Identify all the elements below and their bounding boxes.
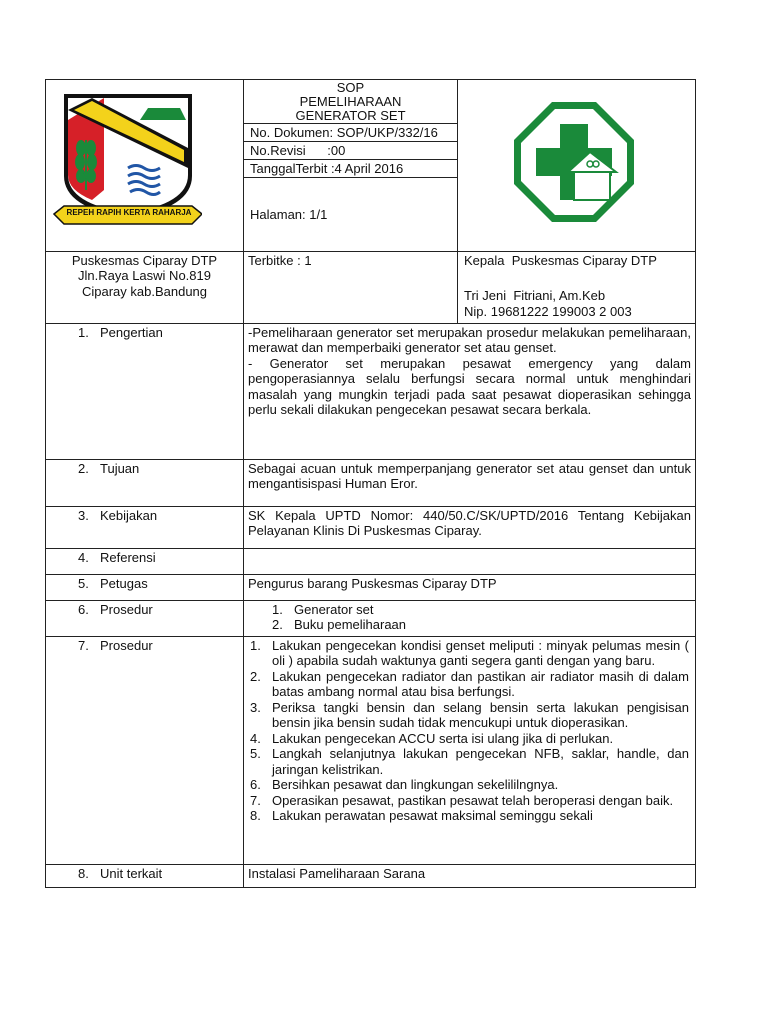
section-content <box>244 323 696 459</box>
pengertian-paragraph-2: - Generator set merupakan pesawat emergency yang dalam pengoperasiannya selalu berfungsi secara normal untuk menghindari masalah yang mungkin terjadi pada saat pesawat dioperasikan sehingga perlu sekali dilakukan pengecekan pesawat secara berkala. <box>248 355 691 417</box>
section-tujuan <box>46 459 696 506</box>
section-content: Instalasi Pameliharaan Sarana <box>244 864 696 887</box>
revision-number: No.Revisi :00 <box>244 142 457 160</box>
section-pengertian <box>46 323 696 459</box>
section-label <box>46 600 244 636</box>
section-label <box>46 548 244 574</box>
section-number: 6. <box>78 601 89 617</box>
terbitke: Terbitke : 1 <box>248 252 312 268</box>
section-number: 2. <box>78 460 89 476</box>
section-content: Pengurus barang Puskesmas Ciparay DTP <box>244 574 696 600</box>
section-number: 8. <box>78 865 89 881</box>
terbitke-cell <box>244 251 458 323</box>
section-label <box>46 864 244 887</box>
approver-title: Kepala Puskesmas Ciparay DTP <box>464 252 657 268</box>
section-content <box>244 548 696 574</box>
right-logo-cell <box>458 80 696 252</box>
list-item: 3. Periksa tangki bensin dan selang bensin serta lakukan pengisisan bensin jika bensin sudah tidak mencukupi untuk dioperasikan. <box>250 699 689 730</box>
section-number: 7. <box>78 637 89 653</box>
publish-date: TanggalTerbit :4 April 2016 <box>244 160 457 178</box>
section-number: 1. <box>78 324 89 340</box>
sop-title-line-1: SOP <box>336 80 365 95</box>
section-kebijakan <box>46 506 696 548</box>
section-content: SK Kepala UPTD Nomor: 440/50.C/SK/UPTD/2016 Tentang Kebijakan Pelayanan Klinis Di Puskesmas Ciparay. <box>244 506 696 548</box>
pengertian-paragraph-1: -Pemeliharaan generator set merupakan prosedur melakukan pemeliharaan, merawat dan memperbaiki generator set atau genset. <box>248 324 691 355</box>
section-title: Petugas <box>100 575 148 591</box>
list-item: 8. Lakukan perawatan pesawat maksimal seminggu sekali <box>250 808 593 823</box>
organization-address <box>46 251 244 323</box>
section-label <box>46 506 244 548</box>
crest-banner-text: REPEH RAPIH KERTA RAHARJA <box>66 208 192 217</box>
puskesmas-logo <box>512 100 636 224</box>
list-item: 4. Lakukan pengecekan ACCU serta isi ulang jika di perlukan. <box>250 730 614 746</box>
section-title: Tujuan <box>100 460 140 476</box>
section-content <box>244 636 696 864</box>
list-item: 7. Operasikan pesawat, pastikan pesawat telah beroperasi dengan baik. <box>250 792 674 808</box>
page-number: Halaman: 1/1 <box>250 207 328 222</box>
section-title: Referensi <box>100 549 156 565</box>
section-title: Prosedur <box>100 637 153 653</box>
section-title: Kebijakan <box>100 507 158 523</box>
sop-title-line-2: PEMELIHARAAN <box>299 94 402 109</box>
header-row <box>46 80 696 252</box>
list-item: 6. Bersihkan pesawat dan lingkungan sekelililngnya. <box>250 777 559 792</box>
procedure-steps <box>250 638 689 824</box>
header-info-cell <box>244 80 458 252</box>
section-number: 4. <box>78 549 89 565</box>
document-number: No. Dokumen: SOP/UKP/332/16 <box>244 124 457 142</box>
section-content: Sebagai acuan untuk memperpanjang generator set atau genset dan untuk mengantisispasi Human Eror. <box>244 459 696 506</box>
section-title: Unit terkait <box>100 865 163 881</box>
section-content <box>244 600 696 636</box>
signer-name: Tri Jeni Fitriani, Am.Keb <box>464 288 606 303</box>
sop-document <box>45 79 695 888</box>
section-label <box>46 459 244 506</box>
section-label <box>46 574 244 600</box>
list-item: 2. Lakukan pengecekan radiator dan pastikan air radiator masih di dalam batas ambang normal atau bisa berfungsi. <box>250 668 689 699</box>
sop-table <box>45 79 696 888</box>
list-item: 1. Generator set <box>272 601 374 617</box>
org-line-2: Jln.Raya Laswi No.819 <box>78 268 211 283</box>
signer-nip: Nip. 19681222 199003 2 003 <box>464 303 632 319</box>
left-logo-cell <box>46 80 244 252</box>
org-line-1: Puskesmas Ciparay DTP <box>71 252 218 268</box>
section-title: Prosedur <box>100 601 153 617</box>
list-item: 2. Buku pemeliharaan <box>272 617 407 632</box>
sop-title <box>244 80 457 124</box>
section-unit-terkait <box>46 864 696 887</box>
org-line-3: Ciparay kab.Bandung <box>81 283 208 299</box>
section-number: 5. <box>78 575 89 591</box>
equipment-list <box>272 602 691 633</box>
approver-cell <box>458 251 696 323</box>
section-label <box>46 323 244 459</box>
section-number: 3. <box>78 507 89 523</box>
sop-title-line-3: GENERATOR SET <box>295 108 406 123</box>
section-referensi <box>46 548 696 574</box>
list-item: 5. Langkah selanjutnya lakukan pengecekan NFB, saklar, handle, dan jaringan kelistrikan. <box>250 746 689 777</box>
section-prosedur-alat <box>46 600 696 636</box>
info-row <box>46 251 696 323</box>
section-petugas <box>46 574 696 600</box>
section-label <box>46 636 244 864</box>
list-item: 1. Lakukan pengecekan kondisi genset meliputi : minyak pelumas mesin ( oli ) apabila sudah waktunya ganti segera ganti dengan yang baru. <box>250 637 689 668</box>
section-title: Pengertian <box>100 324 163 340</box>
section-prosedur <box>46 636 696 864</box>
